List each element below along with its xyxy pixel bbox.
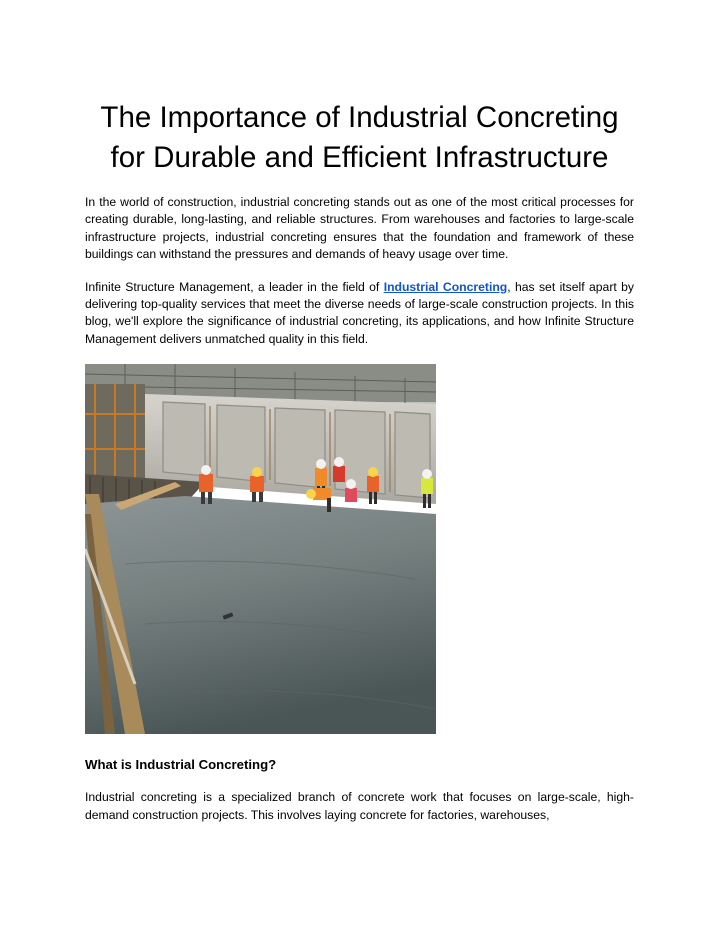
title-line-2: for Durable and Efficient Infrastructure bbox=[110, 141, 609, 174]
intro-paragraph: In the world of construction, industrial concreting stands out as one of the most critical processes for creating durable, long-lasting, and reliable structures. From warehouses and factories to large-scale infrastructure projects, industrial concreting ensures that the foundation and framework of these buildings can withstand the pressures and demands of heavy usage over time. bbox=[85, 195, 634, 262]
company-paragraph-end: , has set itself apart by delivering top-quality services that meet the diverse needs of large-scale construction projects. In this blog, we'll explore the significance of industrial concreting, its applications, and how Infinite Structure Management delivers unmatched quality in this field. bbox=[85, 279, 634, 346]
document-page bbox=[85, 0, 634, 824]
title-line-1: The Importance of Industrial Concreting bbox=[100, 101, 619, 134]
construction-photo bbox=[85, 364, 436, 734]
company-paragraph bbox=[85, 279, 634, 349]
definition-paragraph: Industrial concreting is a specialized branch of concrete work that focuses on large-scale, high-demand construction projects. This involves laying concrete for factories, warehouses, bbox=[85, 790, 634, 822]
page-title bbox=[85, 98, 634, 178]
section-heading: What is Industrial Concreting? bbox=[85, 757, 277, 773]
industrial-concreting-link[interactable]: Industrial Concreting bbox=[383, 279, 508, 294]
company-paragraph-start: Infinite Structure Management, a leader in the field of bbox=[85, 279, 384, 294]
